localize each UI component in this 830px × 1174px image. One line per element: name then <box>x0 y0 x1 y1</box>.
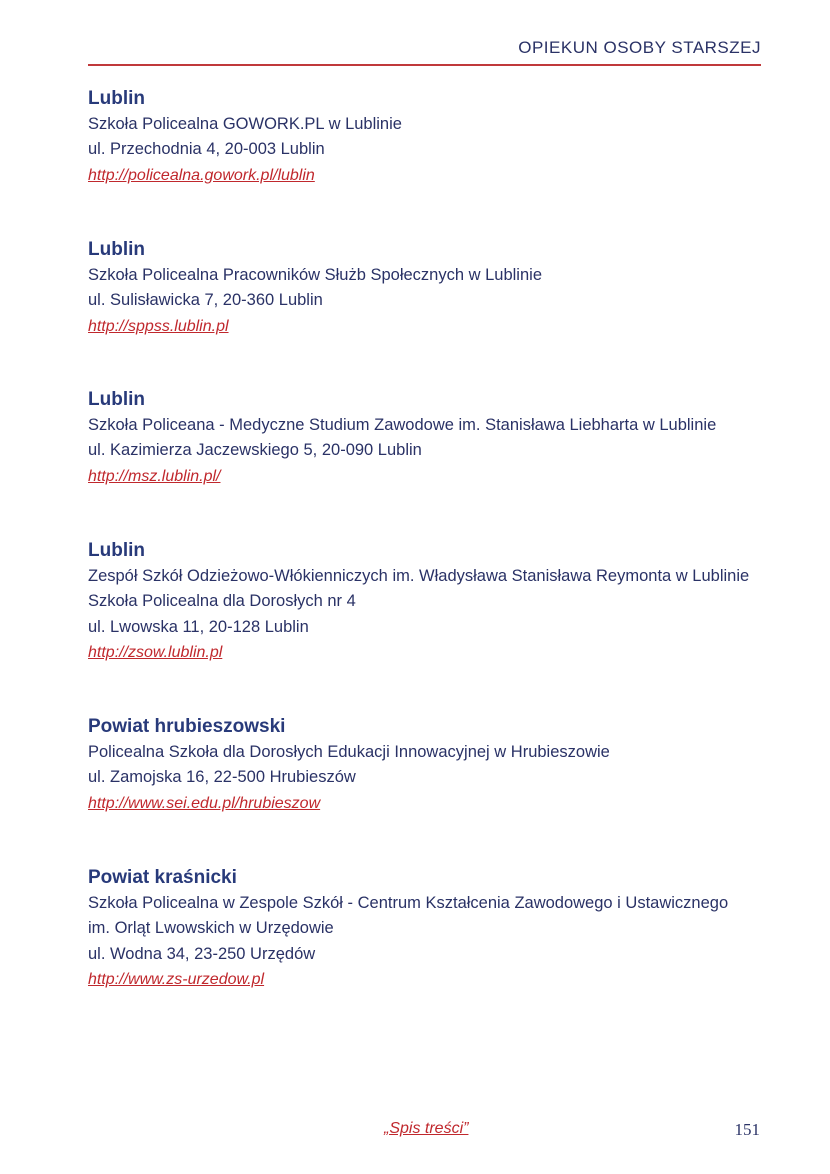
region-heading: Powiat kraśnicki <box>88 867 237 888</box>
school-entry <box>88 538 749 665</box>
school-entry <box>88 237 542 339</box>
region-heading: Powiat hrubieszowski <box>88 716 286 737</box>
running-header: OPIEKUN OSOBY STARSZEJ <box>518 38 761 57</box>
school-address: ul. Wodna 34, 23-250 Urzędów <box>88 944 316 963</box>
school-name-secondary: Szkoła Policealna dla Dorosłych nr 4 <box>88 592 356 611</box>
school-name-secondary: im. Orląt Lwowskich w Urzędowie <box>88 919 334 938</box>
region-heading: Lublin <box>88 540 145 561</box>
school-link[interactable]: http://www.sei.edu.pl/hrubieszow <box>88 794 321 812</box>
school-name: Policealna Szkoła dla Dorosłych Edukacji Innowacyjnej w Hrubieszowie <box>88 743 610 761</box>
school-address: ul. Przechodnia 4, 20-003 Lublin <box>88 140 325 159</box>
school-name: Szkoła Policealna GOWORK.PL w Lublinie <box>88 115 402 133</box>
school-link[interactable]: http://sppss.lublin.pl <box>88 317 229 335</box>
header-rule <box>88 64 761 66</box>
table-of-contents-link[interactable]: „Spis treści” <box>384 1120 469 1137</box>
region-heading: Lublin <box>88 239 145 260</box>
school-link[interactable]: http://zsow.lublin.pl <box>88 643 223 661</box>
school-link[interactable]: http://msz.lublin.pl/ <box>88 467 221 485</box>
school-address: ul. Sulisławicka 7, 20-360 Lublin <box>88 291 323 310</box>
school-name: Zespół Szkół Odzieżowo-Włókienniczych im. Władysława Stanisława Reymonta w Lublinie <box>88 567 750 585</box>
page-number: 151 <box>734 1120 760 1139</box>
school-name: Szkoła Policealna Pracowników Służb Społecznych w Lublinie <box>88 266 542 284</box>
school-entry <box>88 714 610 816</box>
school-name: Szkoła Policealna w Zespole Szkół - Centrum Kształcenia Zawodowego i Ustawicznego <box>88 894 729 912</box>
school-address: ul. Zamojska 16, 22-500 Hrubieszów <box>88 768 356 787</box>
school-entry <box>88 86 402 188</box>
school-entry <box>88 865 728 992</box>
school-entry <box>88 387 716 489</box>
region-heading: Lublin <box>88 389 145 410</box>
school-address: ul. Kazimierza Jaczewskiego 5, 20-090 Lublin <box>88 441 422 460</box>
school-link[interactable]: http://policealna.gowork.pl/lublin <box>88 166 315 184</box>
school-link[interactable]: http://www.zs-urzedow.pl <box>88 970 265 988</box>
school-address: ul. Lwowska 11, 20-128 Lublin <box>88 617 309 636</box>
school-name: Szkoła Policeana - Medyczne Studium Zawodowe im. Stanisława Liebharta w Lublinie <box>88 416 717 434</box>
region-heading: Lublin <box>88 88 145 109</box>
